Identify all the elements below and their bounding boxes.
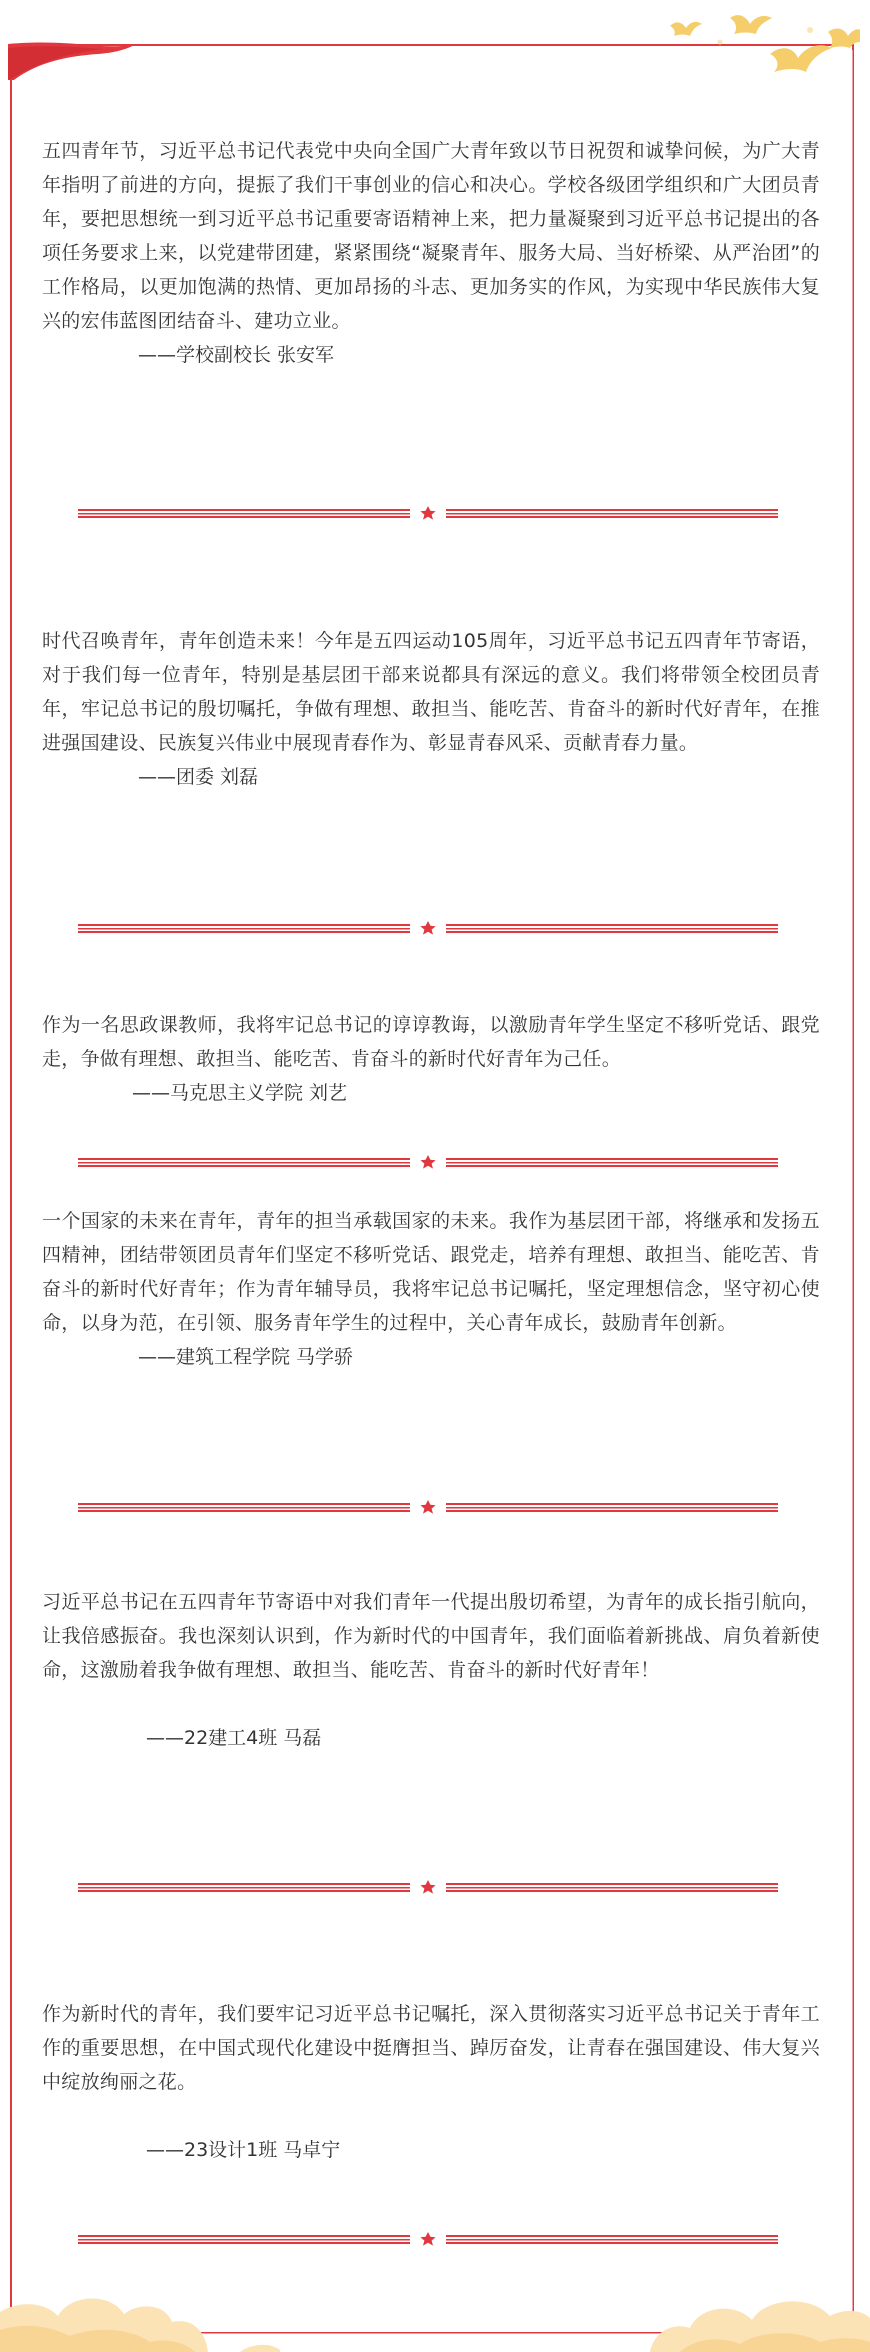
- quote-block-2: [42, 624, 820, 794]
- quote-signature: ——团委 刘磊: [138, 766, 259, 788]
- quote-signature: ——23设计1班 马卓宁: [146, 2139, 341, 2161]
- quote-block-4: [42, 1204, 820, 1374]
- quote-text: 五四青年节，习近平总书记代表党中央向全国广大青年致以节日祝贺和诚挚问候，为广大青年指明了前进的方向，提振了我们干事创业的信心和决心。学校各级团学组织和广大团员青年，要把思想统一到习近平总书记重要寄语精神上来，把力量凝聚到习近平总书记提出的各项任务要求上来，以党建带团建，紧紧围绕“凝聚青年、服务大局、当好桥梁、从严治团”的工作格局，以更加饱满的热情、更加昂扬的斗志、更加务实的作风，为实现中华民族伟大复兴的宏伟蓝图团结奋斗、建功立业。: [42, 140, 820, 332]
- quote-block-6: [42, 1997, 820, 2167]
- quote-signature: ——学校副校长 张安军: [138, 344, 335, 366]
- star-divider: [78, 921, 778, 935]
- quote-block-3: [42, 1008, 820, 1110]
- quote-text: 一个国家的未来在青年，青年的担当承载国家的未来。我作为基层团干部，将继承和发扬五四精神，团结带领团员青年们坚定不移听党话、跟党走，培养有理想、敢担当、能吃苦、肯奋斗的新时代好青年；作为青年辅导员，我将牢记总书记嘱托，坚定理想信念，坚守初心使命，以身为范，在引领、服务青年学生的过程中，关心青年成长，鼓励青年创新。: [42, 1210, 820, 1334]
- quote-block-5: [42, 1585, 820, 1755]
- quote-signature: ——马克思主义学院 刘艺: [132, 1082, 348, 1104]
- quote-text: 作为新时代的青年，我们要牢记习近平总书记嘱托，深入贯彻落实习近平总书记关于青年工作的重要思想，在中国式现代化建设中挺膺担当、踔厉奋发，让青春在强国建设、伟大复兴中绽放绚丽之花。: [42, 2003, 820, 2093]
- doves-icon: [660, 8, 860, 78]
- quote-signature: ——建筑工程学院 马学骄: [138, 1346, 354, 1368]
- star-divider: [78, 2232, 778, 2246]
- quote-text: 作为一名思政课教师，我将牢记总书记的谆谆教诲，以激励青年学生坚定不移听党话、跟党走，争做有理想、敢担当、能吃苦、肯奋斗的新时代好青年为己任。: [42, 1014, 820, 1070]
- quote-text: 习近平总书记在五四青年节寄语中对我们青年一代提出殷切希望，为青年的成长指引航向，让我倍感振奋。我也深刻认识到，作为新时代的中国青年，我们面临着新挑战、肩负着新使命，这激励着我争做有理想、敢担当、能吃苦、肯奋斗的新时代好青年！: [42, 1591, 820, 1681]
- star-divider: [78, 506, 778, 520]
- quote-text: 时代召唤青年，青年创造未来！今年是五四运动105周年，习近平总书记五四青年节寄语，对于我们每一位青年，特别是基层团干部来说都具有深远的意义。我们将带领全校团员青年，牢记总书记的殷切嘱托，争做有理想、敢担当、能吃苦、肯奋斗的新时代好青年，在推进强国建设、民族复兴伟业中展现青春作为、彰显青春风采、贡献青春力量。: [42, 630, 820, 754]
- star-divider: [78, 1880, 778, 1894]
- star-divider: [78, 1155, 778, 1169]
- red-flag-icon: [8, 40, 138, 80]
- quote-signature: ——22建工4班 马磊: [146, 1727, 322, 1749]
- cloud-decoration: [0, 2272, 870, 2352]
- star-divider: [78, 1500, 778, 1514]
- page-frame-shadow: [15, 50, 853, 2334]
- quote-block-1: [42, 134, 820, 372]
